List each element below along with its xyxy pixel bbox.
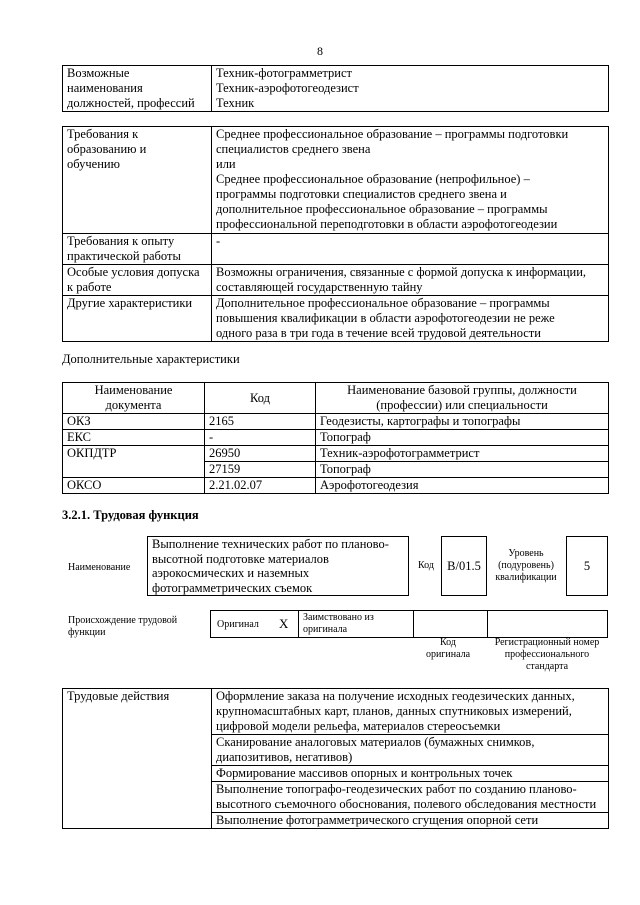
list-item: Сканирование аналоговых материалов (бумажных снимков, диапозитивов, негативов) (212, 735, 609, 766)
list-item: Выполнение топографо-геодезических работ по созданию планово- высотного съемочного обоснования, полевого обследования местности (212, 782, 609, 813)
table-row: ЕКС - Топограф (63, 430, 609, 446)
positions-label: Возможные наименования должностей, профессий (63, 66, 212, 112)
other-label: Другие характеристики (63, 296, 212, 342)
reg-number-caption: Регистрационный номер профессионального стандарта (494, 637, 600, 672)
origin-label: Происхождение трудовой функции (68, 615, 178, 638)
admission-label: Особые условия допуска к работе (63, 265, 212, 296)
original-mark: Х (279, 616, 289, 631)
list-item: Формирование массивов опорных и контрольных точек (212, 766, 609, 782)
name-label: Наименование (68, 562, 131, 573)
list-item: Выполнение фотограмметрического сгущения опорной сети (212, 813, 609, 829)
admission-value: Возможны ограничения, связанные с формой допуска к информации, составляющей государственную тайну (212, 265, 609, 296)
level-value: 5 (566, 536, 608, 596)
education-label: Требования к образованию и обучению (63, 127, 212, 234)
table-row: 27159 Топограф (63, 462, 609, 478)
code-header: Код (205, 383, 316, 414)
origin-code-caption: Код оригинала (425, 637, 471, 660)
other-value: Дополнительное профессиональное образование – программы повышения квалификации в области аэрофотогеодезии не реже одного раза в три года в течение всей трудовой деятельности (212, 296, 609, 342)
group-header: Наименование базовой группы, должности (профессии) или специальности (316, 383, 609, 414)
page-number: 8 (317, 44, 323, 58)
code-label: Код (418, 560, 434, 571)
level-label: Уровень (подуровень) квалификации (495, 548, 557, 583)
labor-actions-table (62, 688, 609, 829)
requirements-table (62, 126, 609, 342)
education-value: Среднее профессиональное образование – программы подготовки специалистов среднего звена или Среднее профессиональное образование (непрофильное) – программы подготовки специалистов среднего звена и дополнительное профессиональное образование – программы профессиональной переподготовки в области аэрофотогеодезии (212, 127, 609, 234)
actions-label: Трудовые действия (63, 689, 212, 829)
table-row: ОКПДТР 26950 Техник-аэрофотограмметрист (63, 446, 609, 462)
table-row: ОКЗ 2165 Геодезисты, картографы и топографы (63, 414, 609, 430)
positions-values: Техник-фотограмметрист Техник-аэрофотогеодезист Техник (212, 66, 609, 112)
positions-table (62, 65, 609, 112)
code-value: В/01.5 (441, 536, 487, 596)
additional-title: Дополнительные характеристики (62, 352, 240, 366)
experience-label: Требования к опыту практической работы (63, 234, 212, 265)
experience-value: - (212, 234, 609, 265)
function-heading: 3.2.1. Трудовая функция (62, 508, 199, 522)
list-item: Оформление заказа на получение исходных геодезических данных, крупномасштабных карт, планов, данных спутниковых измерений, цифровой модели рельефа, материалов стереосъемки (212, 689, 609, 735)
function-name-box: Выполнение технических работ по планово- высотной подготовке материалов аэрокосмических и наземных фотограмметрических съемок (147, 536, 409, 596)
original-label: Оригинал (217, 619, 259, 630)
origin-boxes (210, 610, 608, 638)
doc-header: Наименование документа (63, 383, 205, 414)
borrowed-label: Заимствовано из оригинала (303, 612, 374, 635)
classifiers-table (62, 382, 609, 494)
table-row: ОКСО 2.21.02.07 Аэрофотогеодезия (63, 478, 609, 494)
